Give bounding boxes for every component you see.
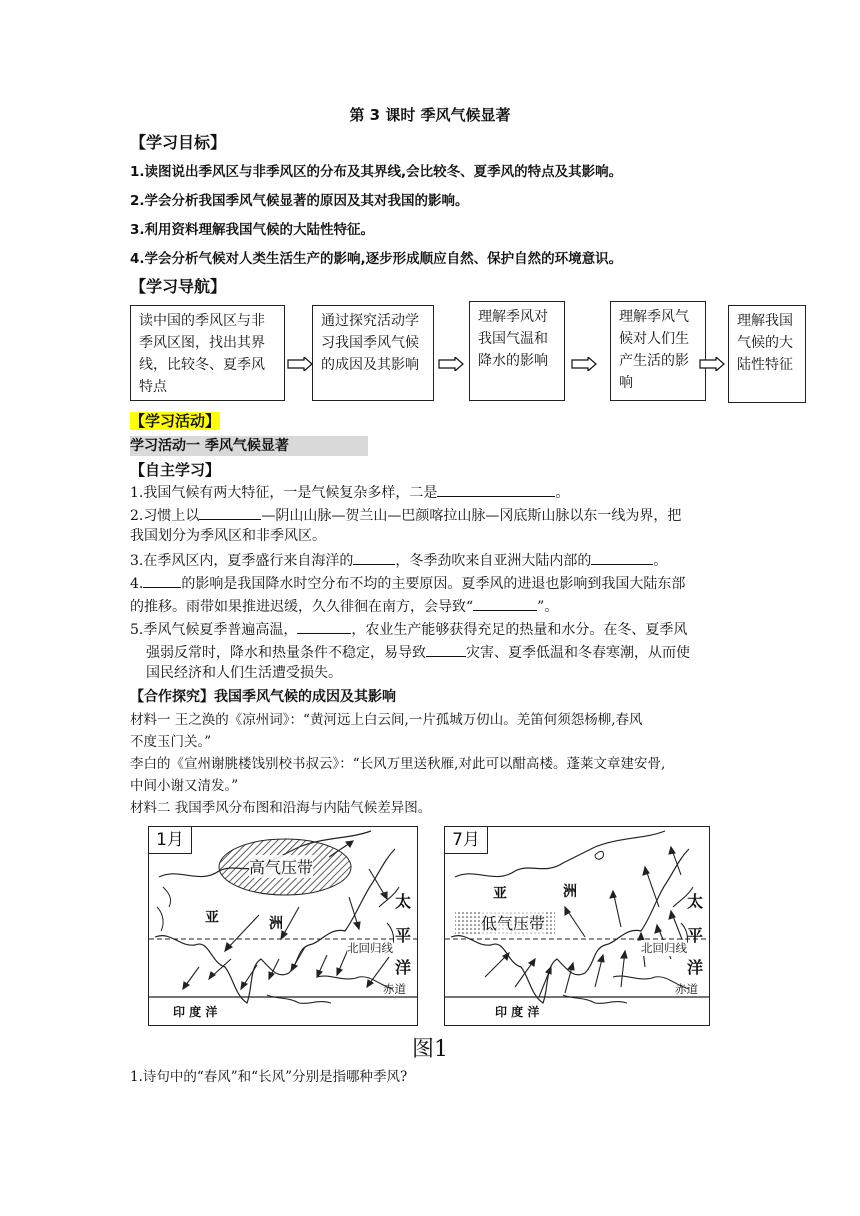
equator-label: 赤道 — [383, 982, 406, 996]
asia-label: 亚 — [493, 886, 507, 902]
question-2-cont: 我国划分为季风区和非季风区。 — [130, 528, 326, 544]
arrow-icon — [571, 357, 597, 371]
answer-blank[interactable] — [297, 617, 351, 634]
material-1-line-3: 李白的《宣州谢朓楼饯别校书叔云》：“长风万里送秋雁,对此可以酣高楼。蓬莱文章建安骨, — [130, 756, 666, 772]
activity-header: 【学习活动】 — [130, 412, 221, 430]
final-question: 1.诗句中的“春风”和“长风”分别是指哪种季风? — [130, 1069, 408, 1085]
question-3: 3.在季风区内，夏季盛行来自海洋的 ，冬季劲吹来自亚洲大陆内部的 。 — [130, 548, 740, 572]
pressure-label: 低气压带 — [481, 911, 545, 934]
question-5-cont: 强弱反常时，降水和热量条件不稳定，易导致 灾害、夏季低温和冬春寒潮，从而使 — [146, 640, 740, 664]
coop-header: 【合作探究】我国季风气候的成因及其影响 — [130, 689, 396, 705]
map-month-label: 7月 — [445, 827, 488, 854]
arrow-icon — [287, 357, 313, 371]
answer-blank[interactable] — [437, 480, 555, 497]
pacific-label: 洋 — [395, 958, 412, 977]
tropic-label: 北回归线 — [641, 941, 687, 955]
indian-ocean-label: 印 度 洋 — [173, 1005, 218, 1019]
page-title: 第 3 课时 季风气候显著 — [349, 106, 511, 124]
goal-item-1: 1.读图说出季风区与非季风区的分布及其界线,会比较冬、夏季风的特点及其影响。 — [130, 164, 623, 180]
answer-blank[interactable] — [591, 548, 653, 565]
map-january — [148, 826, 418, 1026]
pacific-label: 平 — [395, 926, 412, 945]
answer-blank[interactable] — [426, 640, 466, 657]
answer-blank[interactable] — [353, 548, 395, 565]
answer-blank[interactable] — [199, 503, 261, 520]
question-2: 2.习惯上以 —阴山山脉—贺兰山—巴颜喀拉山脉—冈底斯山脉以东一线为界，把 — [130, 503, 740, 527]
nav-header: 【学习导航】 — [130, 277, 227, 296]
nav-box-2: 通过探究活动学习我国季风气候的成因及其影响 — [312, 305, 434, 401]
question-5-cont2: 国民经济和人们生活遭受损失。 — [146, 665, 342, 681]
question-4-cont: 的推移。雨带如果推进迟缓，久久徘徊在南方，会导致“ ”。 — [130, 594, 740, 618]
nav-box-4: 理解季风气候对人们生产生活的影响 — [610, 301, 706, 401]
map-july — [444, 826, 710, 1026]
goals-header: 【学习目标】 — [130, 133, 227, 152]
activity-subheader: 学习活动一 季风气候显著 — [130, 436, 368, 456]
goal-item-3: 3.利用资料理解我国气候的大陆性特征。 — [130, 222, 375, 238]
answer-blank[interactable] — [473, 594, 537, 611]
goal-item-4: 4.学会分析气候对人类生活生产的影响,逐步形成顺应自然、保护自然的环境意识。 — [130, 251, 623, 267]
arrow-icon — [438, 357, 464, 371]
equator-label: 赤道 — [675, 982, 698, 996]
indian-ocean-label: 印 度 洋 — [495, 1005, 540, 1019]
asia-label: 洲 — [563, 884, 577, 900]
self-study-header: 【自主学习】 — [130, 461, 221, 479]
question-1: 1.我国气候有两大特征，一是气候复杂多样，二是 。 — [130, 480, 740, 504]
pressure-label: 高气压带 — [249, 855, 313, 878]
question-5: 5.季风气候夏季普遍高温， ，农业生产能够获得充足的热量和水分。在冬、夏季风 — [130, 617, 740, 641]
goal-item-2: 2.学会分析我国季风气候显著的原因及其对我国的影响。 — [130, 193, 469, 209]
pacific-label: 平 — [687, 926, 704, 945]
material-1-line-4: 中间小谢又清发。” — [130, 778, 239, 794]
figure-caption: 图1 — [412, 1037, 448, 1062]
nav-box-5: 理解我国气候的大陆性特征 — [728, 305, 806, 403]
pacific-label: 洋 — [687, 958, 704, 977]
asia-label: 洲 — [269, 916, 283, 932]
question-4: 4. 的影响是我国降水时空分布不均的主要原因。夏季风的进退也影响到我国大陆东部 — [130, 571, 740, 595]
tropic-label: 北回归线 — [347, 941, 393, 955]
nav-box-3: 理解季风对我国气温和降水的影响 — [469, 301, 565, 401]
map-month-label: 1月 — [149, 827, 192, 854]
answer-blank[interactable] — [143, 571, 181, 588]
asia-label: 亚 — [205, 910, 219, 926]
arrow-icon — [699, 357, 725, 371]
material-1-line-1: 材料一 王之涣的《凉州词》：“黄河远上白云间,一片孤城万仞山。羌笛何须怨杨柳,春风 — [130, 712, 643, 728]
pacific-label: 太 — [395, 892, 412, 911]
material-2-line: 材料二 我国季风分布图和沿海与内陆气候差异图。 — [130, 800, 432, 816]
material-1-line-2: 不度玉门关。” — [130, 734, 212, 750]
nav-box-1: 读中国的季风区与非季风区图，找出其界线，比较冬、夏季风特点 — [130, 305, 285, 401]
pacific-label: 太 — [687, 892, 704, 911]
